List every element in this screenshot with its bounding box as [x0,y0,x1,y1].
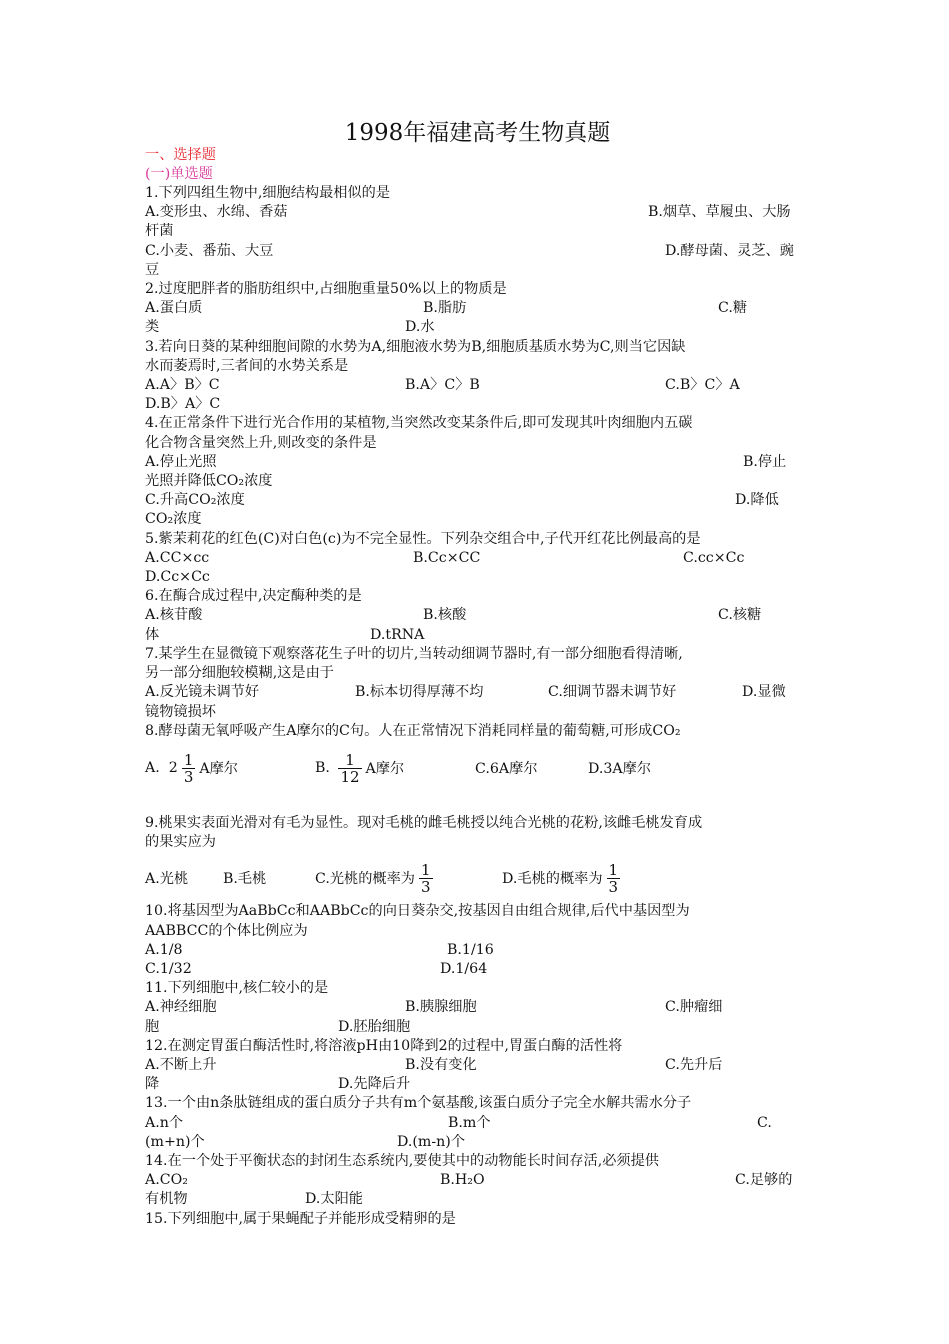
q12-option-d: D.先降后升 [338,1076,411,1092]
q9-options-row [145,856,810,900]
q2-option-b: B.脂肪 [423,300,467,316]
q10-option-c: C.1/32 [145,961,192,977]
q7-option-a: A.反光镜未调节好 [145,684,260,700]
q6-options-row1 [145,606,810,625]
q1-stem: 1.下列四组生物中,细胞结构最相似的是 [145,185,391,201]
q1-options-row3 [145,242,810,261]
q7-option-c: C.细调节器未调节好 [548,684,677,700]
q12-option-b: B.没有变化 [405,1057,477,1073]
q1-option-b: B.烟草、草履虫、大肠 [648,204,791,220]
q4-stem-cont: 化合物含量突然上升,则改变的条件是 [145,435,377,451]
q4-options-row2: 光照并降低CO₂浓度 [145,473,273,489]
q4-options-row3 [145,491,810,510]
q13-option-d: D.(m-n)个 [397,1134,466,1150]
q7-options-row2: 镜物镜损坏 [145,704,216,720]
page-title: 1998年福建高考生物真题 [344,120,611,146]
q2-options-row1 [145,299,810,318]
q11-option-b: B.胰腺细胞 [405,999,477,1015]
q3-option-d: D.B〉A〉C [145,396,221,412]
q3-stem: 3.若向日葵的某种细胞间隙的水势为A,细胞液水势为B,细胞质基质水势为C,则当它因缺 [145,339,686,355]
q13-options-row1 [145,1114,810,1133]
q7-option-d: D.显微 [742,684,786,700]
q6-option-b: B.核酸 [423,607,467,623]
q14-option-a: A.CO₂ [145,1172,188,1188]
q8-option-d: D.3A摩尔 [588,761,652,777]
q14-option-b: B.H₂O [440,1172,485,1188]
section-heading: 一、选择题 [145,147,216,163]
q10-option-d: D.1/64 [440,961,488,977]
q11-stem: 11.下列细胞中,核仁较小的是 [145,980,329,996]
q13-option-c: C. [757,1115,772,1131]
q14-options-row2: 有机物 D.太阳能 [145,1191,363,1207]
q5-option-c: C.cc×Cc [683,550,745,566]
q8-option-b: B. $\frac{1}{12}$ A摩尔 [315,750,405,786]
q10-option-a: A.1/8 [145,942,183,958]
q8-option-a-fraction: $\frac{1}{3}$ [183,750,194,786]
q6-stem: 6.在酶合成过程中,决定酶种类的是 [145,588,362,604]
q9-option-d-fraction: $\frac{1}{3}$ [608,860,619,896]
q12-option-c: C.先升后 [665,1057,723,1073]
q11-options-row1 [145,998,810,1017]
q4-options-row1 [145,453,810,472]
q2-option-a: A.蛋白质 [145,300,203,316]
q14-options-row1 [145,1171,810,1190]
q4-options-row4: CO₂浓度 [145,511,202,527]
q3-stem-cont: 水而萎焉时,三者间的水势关系是 [145,358,349,374]
q7-option-b: B.标本切得厚薄不均 [355,684,484,700]
q1-option-a: A.变形虫、水绵、香菇 [145,204,288,220]
q8-option-b-fraction: $\frac{1}{12}$ [340,750,360,786]
q10-options-row2 [145,960,810,979]
q9-option-c-fraction: $\frac{1}{3}$ [421,860,431,896]
q5-options-row2 [145,568,810,587]
q11-option-a: A.神经细胞 [145,999,217,1015]
q13-options-row2: (m+n)个 D.(m-n)个 [145,1134,466,1150]
q3-options-row1 [145,376,810,395]
q9-option-c: C.光桃的概率为 $\frac{1}{3}$ [315,860,431,896]
q2-option-c: C.糖 [718,300,748,316]
q14-stem: 14.在一个处于平衡状态的封闭生态系统内,要使其中的动物能长时间存活,必须提供 [145,1153,659,1169]
q12-stem: 12.在测定胃蛋白酶活性时,将溶液pH由10降到2的过程中,胃蛋白酶的活性将 [145,1038,623,1054]
q11-option-d: D.胚胎细胞 [338,1019,411,1035]
q10-option-b: B.1/16 [447,942,494,958]
q3-options-row2 [145,395,810,414]
q3-option-c: C.B〉C〉A [665,377,740,393]
q13-option-b: B.m个 [448,1115,491,1131]
q8-option-c: C.6A摩尔 [475,761,538,777]
q6-option-a: A.核苷酸 [145,607,203,623]
q9-stem-cont: 的果实应为 [145,834,216,850]
q1-option-d: D.酵母菌、灵芝、豌 [665,243,794,259]
q5-option-d: D.Cc×Cc [145,569,210,585]
q5-options-row1 [145,549,810,568]
q8-option-a: A. 2 $\frac{1}{3}$ A摩尔 [145,750,238,786]
q12-options-row2: 降 D.先降后升 [145,1076,411,1092]
q7-stem-cont: 另一部分细胞较模糊,这是由于 [145,665,334,681]
q7-stem: 7.某学生在显微镜下观察落花生子叶的切片,当转动细调节器时,有一部分细胞看得清晰, [145,646,683,662]
q14-option-d: D.太阳能 [305,1191,363,1207]
q4-option-b: B.停止 [743,454,787,470]
q10-stem: 10.将基因型为AaBbCc和AABbCc的向日葵杂交,按基因自由组合规律,后代中基因型为 [145,903,690,919]
q2-option-d: D.水 [405,319,435,335]
q5-option-a: A.CC×cc [145,550,210,566]
q5-option-b: B.Cc×CC [413,550,481,566]
q9-option-d: D.毛桃的概率为 $\frac{1}{3}$ [502,860,619,896]
q3-option-b: B.A〉C〉B [405,377,480,393]
q4-option-d: D.降低 [735,492,779,508]
q12-options-row1 [145,1056,810,1075]
q10-stem-cont: AABBCC的个体比例应为 [145,923,308,939]
q1-options-row4: 豆 [145,262,160,278]
q10-options-row1 [145,941,810,960]
q6-options-row2: 体 D.tRNA [145,627,425,643]
q8-options-row [145,746,810,790]
q3-option-a: A.A〉B〉C [145,377,220,393]
q13-option-a: A.n个 [145,1115,184,1131]
q12-option-a: A.不断上升 [145,1057,217,1073]
q2-options-row2: 类 D.水 [145,319,435,335]
q8-stem: 8.酵母菌无氧呼吸产生A摩尔的C句。人在正常情况下消耗同样量的葡萄糖,可形成CO₂ [145,723,681,739]
q4-option-a: A.停止光照 [145,454,217,470]
q9-option-a: A.光桃 [145,871,189,887]
q15-stem: 15.下列细胞中,属于果蝇配子并能形成受精卵的是 [145,1211,456,1227]
q1-options-row2: 杆菌 [145,223,174,239]
q11-option-c: C.肿瘤细 [665,999,723,1015]
q5-stem: 5.紫茉莉花的红色(C)对白色(c)为不完全显性。下列杂交组合中,子代开红花比例最高的是 [145,531,701,547]
q1-option-c: C.小麦、番茄、大豆 [145,243,274,259]
q9-stem: 9.桃果实表面光滑对有毛为显性。现对毛桃的雌毛桃授以纯合光桃的花粉,该雌毛桃发育成 [145,815,703,831]
q1-options-row1 [145,203,810,222]
q2-stem: 2.过度肥胖者的脂肪组织中,占细胞重量50%以上的物质是 [145,281,507,297]
q13-stem: 13.一个由n条肽链组成的蛋白质分子共有m个氨基酸,该蛋白质分子完全水解共需水分子 [145,1095,692,1111]
q6-option-d: D.tRNA [370,627,425,643]
subsection-heading: (一)单选题 [145,166,213,182]
q9-option-b: B.毛桃 [223,871,267,887]
q4-option-c: C.升高CO₂浓度 [145,492,245,508]
q11-options-row2: 胞 D.胚胎细胞 [145,1019,411,1035]
q7-options-row1 [145,683,810,702]
q6-option-c: C.核糖 [718,607,762,623]
q4-stem: 4.在正常条件下进行光合作用的某植物,当突然改变某条件后,即可发现其叶肉细胞内五碳 [145,415,693,431]
q14-option-c: C.足够的 [735,1172,793,1188]
